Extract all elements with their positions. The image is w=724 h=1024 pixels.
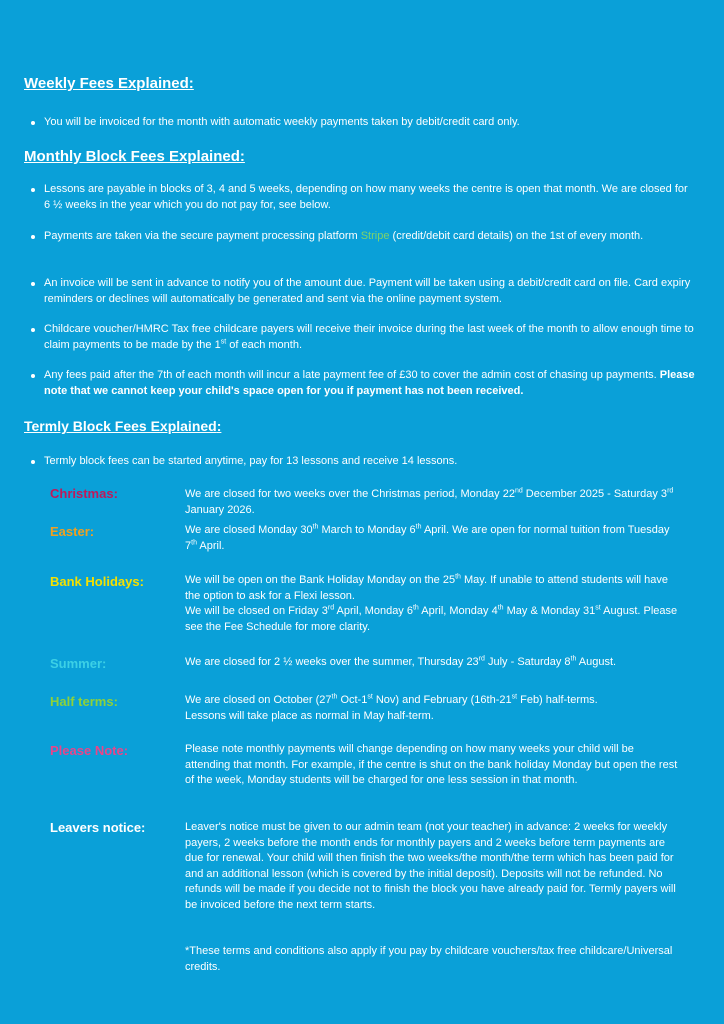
half-t4: Feb) half-terms. — [517, 694, 598, 706]
summer-label: Summer: — [50, 656, 107, 671]
bank-l2-s3: th — [497, 604, 504, 612]
easter-t4: April. — [196, 539, 225, 552]
easter-s2: th — [415, 523, 422, 531]
stripe-link[interactable]: Stripe — [360, 230, 390, 242]
late-fee-warning: Please note that we cannot keep your child's space open for you if payment has not been received. — [44, 369, 695, 397]
bank-holidays-open — [185, 573, 681, 604]
christmas-s2: rd — [667, 487, 674, 495]
late-fee-text: Any fees paid after the 7th of each month will incur a late payment fee of £30 to cover the admin cost of chasing up payments. — [44, 369, 660, 381]
half-s2: st — [367, 693, 373, 701]
weekly-fees-heading: Weekly Fees Explained: — [24, 75, 194, 92]
easter-t3: April. We are open for normal tuition from Tuesday 7 — [185, 524, 670, 552]
bank-holidays-text — [185, 573, 681, 635]
vouchers-text-1: Childcare voucher/HMRC Tax free childcare payers will receive their invoice during the last week of the month to allow enough time to claim payments to be made by the 1 — [44, 323, 694, 351]
half-s3: st — [511, 693, 518, 701]
summer-t2: July - Saturday 8 — [484, 656, 571, 668]
monthly-bullet-vouchers — [44, 322, 696, 353]
summer-s2: th — [570, 655, 577, 663]
christmas-t1: We are closed for two weeks over the Christmas period, Monday 22 — [185, 488, 515, 500]
half-terms-may: Lessons will take place as normal in May half-term. — [185, 709, 434, 722]
termly-fees-heading — [24, 418, 221, 434]
summer-t3: August. — [576, 656, 617, 668]
summer-text — [185, 655, 681, 671]
bank-l2-t2: April, Monday 6 — [334, 605, 413, 617]
monthly-bullet-late-fee — [44, 368, 696, 399]
leavers-notice-label: Leavers notice: — [50, 820, 146, 835]
bank-l2-t5: August. Please see the Fee Schedule for more clarity. — [185, 605, 678, 633]
vouchers-sup: st — [220, 337, 227, 345]
summer-s1: rd — [478, 655, 485, 663]
easter-t2: March to Monday 6 — [318, 524, 416, 536]
bank-l2-s1: rd — [327, 604, 335, 612]
half-t2: Oct-1 — [337, 694, 368, 706]
monthly-bullet-invoice: An invoice will be sent in advance to notify you of the amount due. Payment will be taken using a debit/credit card on file. Card expiry reminders or declines will automatically be generated and sent via the online payment system. — [44, 276, 696, 307]
half-terms-label: Half terms: — [50, 694, 118, 709]
bank-l2-s4: st — [595, 604, 601, 612]
christmas-t3: January 2026. — [185, 503, 255, 516]
half-t3: Nov) and February (16th-21 — [372, 694, 512, 706]
bank-l1-s1: th — [455, 573, 461, 581]
christmas-s1: nd — [514, 487, 523, 495]
please-note-text: Please note monthly payments will change depending on how many weeks your child will be attending that month. For example, if the centre is shut on the bank holiday Monday but open the rest of the week, Monday students will be charged for one less session in that month. — [185, 743, 678, 786]
bank-l2-t1: We will be closed on Friday 3 — [185, 605, 328, 617]
weekly-fees-bullet: You will be invoiced for the month with automatic weekly payments taken by debit/credit card only. — [44, 115, 696, 131]
termly-bullet: Termly block fees can be started anytime, pay for 13 lessons and receive 14 lessons. — [44, 454, 696, 470]
monthly-fees-heading: Monthly Block Fees Explained: — [24, 148, 245, 165]
bank-l2-s2: th — [412, 604, 419, 612]
christmas-text — [185, 487, 681, 518]
easter-t1: We are closed Monday 30 — [185, 524, 313, 536]
termly-title-colon: : — [216, 418, 222, 434]
easter-label: Easter: — [50, 524, 95, 539]
leavers-notice-text: Leaver's notice must be given to our admin team (not your teacher) in advance: 2 weeks for weekly payers, 2 weeks before the month ends for monthly payers and 2 weeks before term payments are due for renewal. Your child will then finish the two weeks/the month/the term which has been paid for and an additional lesson (which is covered by the initial deposit). Deposits will not be refunded. No refunds will be made if you decide not to finish the block you have already paid for. Termly payers will be invoiced before the next term starts. — [185, 821, 676, 911]
please-note-label: Please Note: — [50, 743, 129, 758]
bank-l1-t1: We will be open on the Bank Holiday Monday on the 25 — [185, 574, 456, 586]
summer-t1: We are closed for 2 ½ weeks over the summer, Thursday 23 — [185, 656, 479, 668]
easter-s1: th — [312, 523, 319, 531]
easter-s3: th — [191, 538, 197, 546]
easter-text — [185, 523, 681, 554]
half-s1: th — [331, 693, 338, 701]
monthly-bullet-stripe — [44, 229, 696, 245]
bank-holidays-closed — [185, 604, 681, 635]
vouchers-text-2: of each month. — [226, 338, 302, 351]
half-terms-closed — [185, 693, 681, 709]
bank-l1-t2: May. If unable to attend students will have the option to ask for a Flexi lesson. — [185, 574, 669, 602]
bank-l2-t3: April, Monday 4 — [418, 605, 498, 617]
half-terms-text — [185, 693, 681, 724]
christmas-t2: December 2025 - Saturday 3 — [522, 488, 668, 500]
christmas-label: Christmas: — [50, 486, 118, 501]
bank-l2-t4: May & Monday 31 — [503, 605, 596, 617]
bank-holidays-label: Bank Holidays: — [50, 574, 144, 589]
half-t1: We are closed on October (27 — [185, 694, 332, 706]
stripe-pre-text: Payments are taken via the secure payment processing platform — [44, 230, 361, 242]
terms-footnote: *These terms and conditions also apply if you pay by childcare vouchers/tax free childcare/Universal credits. — [185, 945, 673, 973]
stripe-post-text: (credit/debit card details) on the 1st of every month. — [389, 230, 644, 242]
monthly-bullet-blocks: Lessons are payable in blocks of 3, 4 and 5 weeks, depending on how many weeks the centre is open that month. We are closed for 6 ½ weeks in the year which you do not pay for, see below. — [44, 182, 696, 213]
termly-title: Termly Block Fees Explained — [24, 418, 217, 434]
